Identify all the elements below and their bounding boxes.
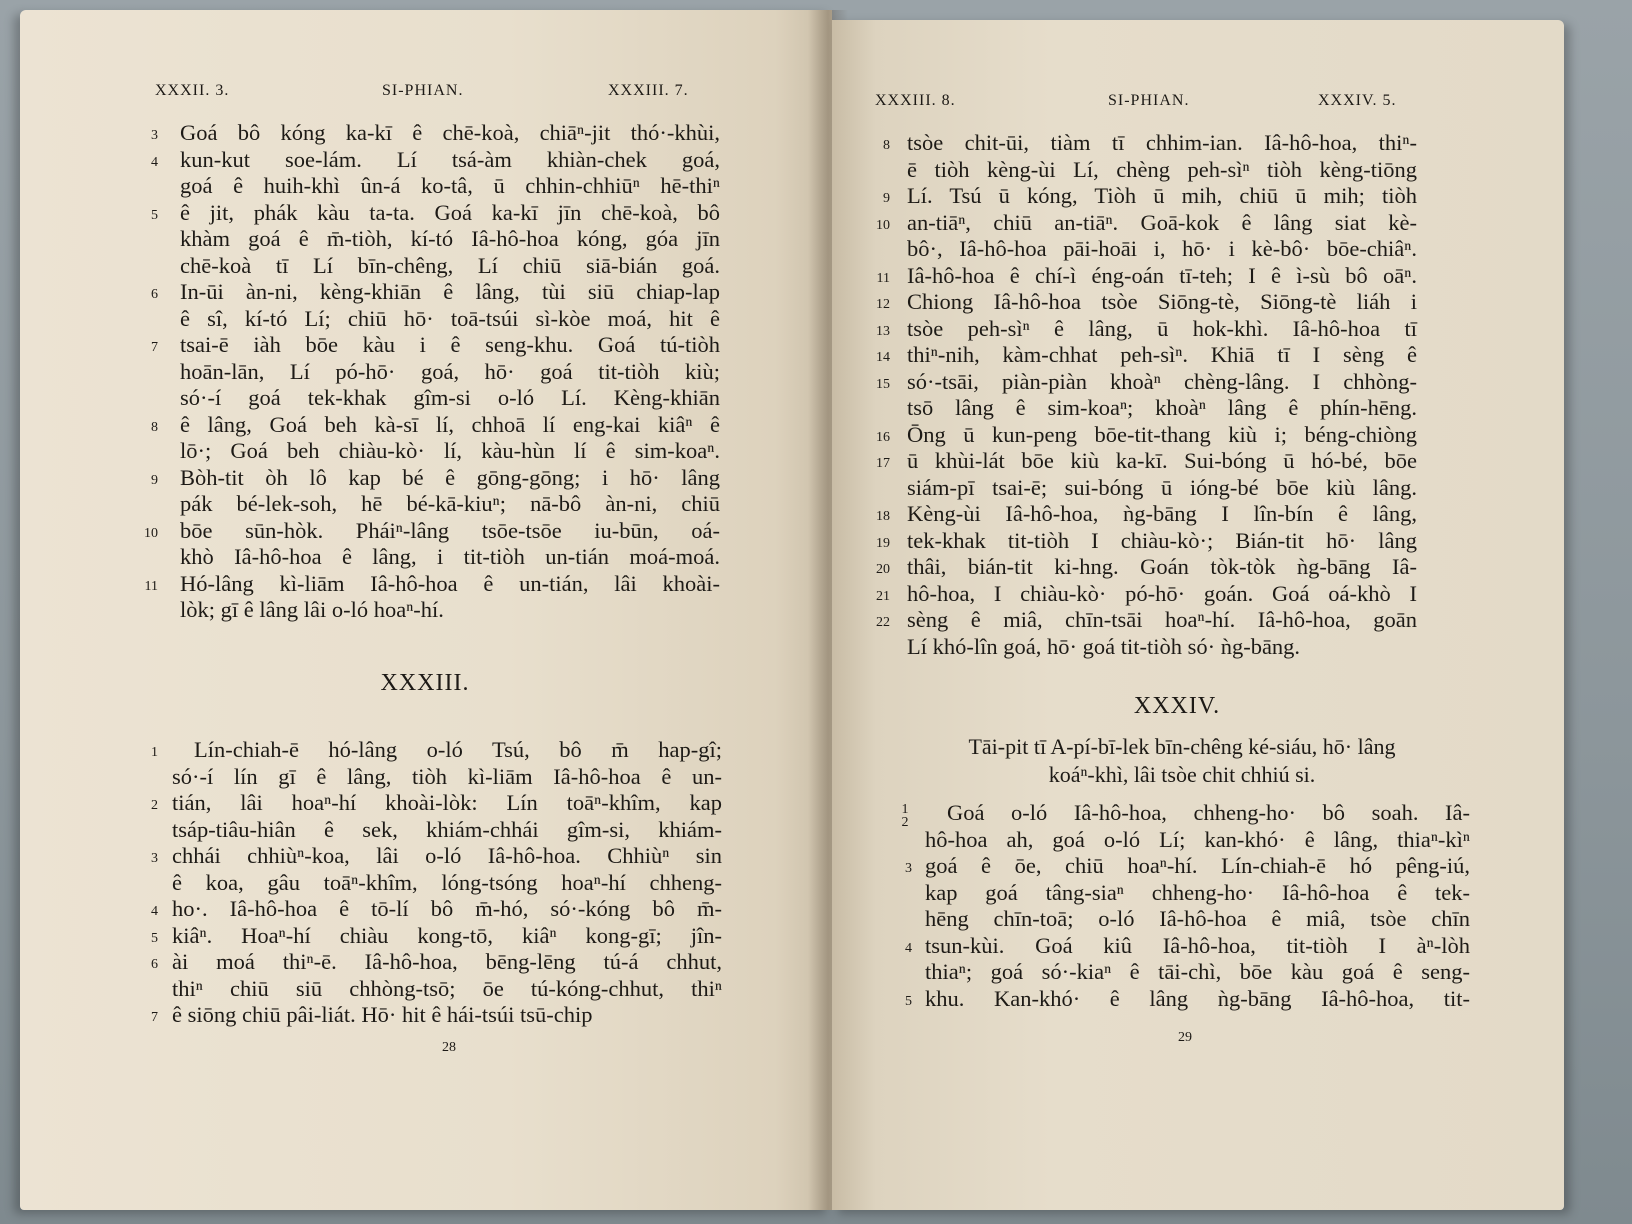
verse-line-text: tsai-ē iàh bōe kàu i ê seng-khu. Goá tú-tiòh [180,332,720,357]
verse-line [832,342,1564,369]
page-number: 29 [1178,1030,1192,1045]
verse-line-text: tsòe chit-ūi, tiàm tī chhim-ian. Iâ-hô-hoa, thiⁿ- [907,130,1417,155]
verse-line [832,933,1564,960]
verse-line-text: goá ê ōe, chiū hoaⁿ-hí. Lín-chiah-ē hó pêng-iú, [925,853,1470,878]
verse-line-text: tek-khak tit-tiòh I chiàu-kò·; Bián-tit hō· lâng [907,527,1417,553]
verse-line-text: Ōng ū kun-peng bōe-tit-thang kiù i; béng-chiòng [907,421,1417,447]
verse-line-text: ài moá thiⁿ-ē. Iâ-hô-hoa, bēng-lēng tú-á chhut, [172,949,722,974]
verse-line-text: kun-kut soe-lám. Lí tsá-àm khiàn-chek goá, [180,146,720,172]
verse-line-text: tsun-kùi. Goá kiû Iâ-hô-hoa, tit-tiòh I àⁿ-lòh [925,932,1470,958]
verse-line [20,385,832,412]
verse-line-text: chē-koà tī Lí bīn-chêng, Lí chiū siā-bián goá. [180,252,720,278]
verse-line [20,226,832,253]
left-text-block-bottom [20,737,832,1029]
verse-number: 4 [151,154,158,170]
verse-line-text: só·-í lín gī ê lâng, tiòh kì-liām Iâ-hô-hoa ê un- [172,763,722,789]
verse-line [832,959,1564,986]
chapter-heading: XXXIII. [380,670,470,696]
verse-line [20,597,832,624]
verse-line [832,827,1564,854]
verse-number: 8 [883,138,890,153]
verse-line [832,906,1564,933]
verse-line-text: tián, lâi hoaⁿ-hí khoài-lòk: Lín toāⁿ-khîm, kap [172,790,722,815]
verse-number: 9 [151,472,158,488]
verse-line-text: hoān-lān, Lí pó-hō· goá, hō· goá tit-tiòh kiù; [180,358,720,384]
verse-line-text: Iâ-hô-hoa ê chí-ì éng-oán tī-teh; I ê ì-sù bô oāⁿ. [907,262,1417,288]
verse-line [832,501,1564,528]
verse-number: 20 [876,562,890,577]
verse-line-text: bô·, Iâ-hô-hoa pāi-hoāi i, hō· i kè-bô· bōe-chiâⁿ. [907,236,1417,261]
verse-line [832,800,1564,830]
verse-number: 7 [151,1010,158,1025]
verse-line-text: pák bé-lek-soh, hē bé-kā-kiuⁿ; nā-bô àn-ni, chiū [180,491,720,516]
verse-line [20,306,832,333]
verse-line-text: tsòe peh-sìⁿ ê lâng, ū hok-khì. Iâ-hô-hoa tī [907,315,1417,341]
verse-line-text: ê siōng chiū pâi-liát. Hō· hit ê hái-tsúi tsū-chip [172,1002,593,1027]
running-head-title: SI-PHIAN. [1108,92,1190,109]
verse-number: 18 [876,509,890,524]
verse-number: 6 [151,957,158,972]
verse-line [20,332,832,359]
verse-line-text: chhái chhiùⁿ-koa, lâi o-ló Iâ-hô-hoa. Chhiùⁿ sin [172,843,722,868]
verse-line-text: kiâⁿ. Hoaⁿ-hí chiàu kong-tō, kiâⁿ kong-gī; jîn- [172,922,722,948]
verse-line-text: khàm goá ê m̄-tiòh, kí-tó Iâ-hô-hoa kóng, góa jīn [180,226,720,251]
verse-line [832,395,1564,422]
verse-line-text: Chiong Iâ-hô-hoa tsòe Siōng-tè, Siōng-tè liáh i [907,289,1417,314]
verse-line-text: Hó-lâng kì-liām Iâ-hô-hoa ê un-tián, lâi khoài- [180,570,720,596]
verse-line [832,581,1564,608]
verse-number: 10 [144,525,158,541]
verse-line-text: siám-pī tsai-ē; sui-bóng ū ióng-bé bōe kiù lâng. [907,474,1417,500]
verse-line-text: Kèng-ùi Iâ-hô-hoa, ǹg-bāng I lîn-bín ê lâng, [907,501,1417,526]
verse-line-text: ê lâng, Goá beh kà-sī lí, chhoā lí eng-kai kiâⁿ ê [180,411,720,437]
verse-number: 3 [905,861,912,876]
verse-line-text: ho·. Iâ-hô-hoa ê tō-lí bô m̄-hó, só·-kóng bô m̄- [172,896,722,921]
left-page [20,10,832,1210]
verse-number: 10 [876,217,890,233]
verse-line [20,253,832,280]
right-page [832,20,1564,1210]
verse-number: 7 [151,340,158,355]
left-page-header [20,82,832,106]
verse-number: 15 [876,376,890,392]
verse-line-text: khò Iâ-hô-hoa ê lâng, i tit-tiòh un-tián moá-moá. [180,544,720,569]
verse-line-text: hēng chīn-toā; o-ló Iâ-hô-hoa ê miâ, tsòe chīn [925,906,1470,931]
verse-line [20,817,832,844]
right-text-block-bottom [832,800,1564,1012]
verse-line [832,422,1564,449]
verse-line-text: ê sî, kí-tó Lí; chiū hō· toā-tsúi sì-kòe moá, hit ê [180,305,720,331]
verse-number: 1 [151,745,158,760]
verse-line-text: hô-hoa, I chiàu-kò· pó-hō· goán. Goá oá-khò I [907,580,1417,606]
running-head-left: XXXIII. 8. [875,92,956,109]
verse-line [20,737,832,764]
verse-number: 5 [151,930,158,946]
verse-line-text: Lí khó-lîn goá, hō· goá tit-tiòh só· ǹg-bāng. [907,633,1301,659]
verse-line-text: khu. Kan-khó· ê lâng ǹg-bāng Iâ-hô-hoa, tit- [925,985,1470,1011]
verse-line [20,896,832,923]
verse-line [20,976,832,1003]
verse-number: 2 [151,798,158,813]
verse-line-text: thâi, bián-tit ki-hng. Goán tòk-tòk ǹg-bāng Iâ- [907,554,1417,579]
verse-line [20,544,832,571]
verse-number: 13 [876,323,890,339]
verse-line-text: Lí. Tsú ū kóng, Tiòh ū mih, chiū ū mih; tiòh [907,183,1417,208]
verse-line [832,236,1564,263]
verse-line [20,465,832,492]
superscription-line: koáⁿ-khì, lâi tsòe chit chhiú si. [1048,762,1316,787]
verse-line-text: lòk; gī ê lâng lâi o-ló hoaⁿ-hí. [180,597,444,622]
verse-line [20,571,832,598]
verse-number: 3 [151,851,158,866]
verse-line-text: Goá bô kóng ka-kī ê chē-koà, chiāⁿ-jit thó·-khùi, [180,120,720,145]
verse-number: 14 [876,350,890,365]
running-head-right: XXXIV. 5. [1318,92,1397,109]
verse-line [832,183,1564,210]
chapter-heading: XXXIV. [1133,693,1221,719]
verse-line [20,438,832,465]
verse-line [832,986,1564,1013]
verse-line-text: In-ūi àn-ni, kèng-khiān ê lâng, tùi siū chiap-lap [180,279,720,304]
verse-line [832,554,1564,581]
verse-number: 16 [876,429,890,445]
verse-line [20,790,832,817]
verse-line-text: sèng ê miâ, chīn-tsāi hoaⁿ-hí. Iâ-hô-hoa, goān [907,607,1417,632]
verse-number: 12 [876,297,890,312]
verse-line-text: Lín-chiah-ē hó-lâng o-ló Tsú, bô m̄ hap-gî; [194,737,722,762]
verse-line [20,843,832,870]
verse-number: 4 [151,904,158,919]
verse-line [832,634,1564,661]
page-number: 28 [442,1040,456,1055]
verse-line-text: ê jit, phák kàu ta-ta. Goá ka-kī jīn chē-koà, bô [180,199,720,225]
verse-line [832,448,1564,475]
verse-line [832,607,1564,634]
fraction-bottom: 2 [901,815,909,830]
verse-line [832,263,1564,290]
verse-line-text: tsō lâng ê sim-koaⁿ; khoàⁿ lâng ê phín-hēng. [907,395,1417,420]
left-text-block-top [20,120,832,624]
right-text-block-top [832,130,1564,660]
verse-line-text: tsáp-tiâu-hiân ê sek, khiám-chhái gîm-si, khiám- [172,816,722,842]
verse-line-text: ē tiòh kèng-ùi Lí, chèng peh-sìⁿ tiòh kèng-tiōng [907,156,1417,182]
verse-line [20,491,832,518]
verse-line-text: thiⁿ-nih, kàm-chhat peh-sìⁿ. Khiā tī I sèng ê [907,342,1417,367]
verse-number: 9 [883,191,890,206]
verse-line [832,475,1564,502]
verse-line [20,764,832,791]
psalm-superscription [892,733,1472,789]
verse-number: 4 [905,940,912,956]
fraction-top: 1 [901,802,909,817]
verse-line [20,120,832,147]
verse-line-text: goá ê huih-khì ûn-á ko-tâ, ū chhin-chhiūⁿ hē-thiⁿ [180,173,720,198]
verse-line [20,870,832,897]
verse-line [832,880,1564,907]
verse-line-text: só·-tsāi, piàn-piàn khoàⁿ chèng-lâng. I chhòng- [907,368,1417,394]
verse-number: 22 [876,615,890,630]
verse-line [832,528,1564,555]
verse-line [832,853,1564,880]
verse-line [20,1002,832,1029]
verse-line-text: lō·; Goá beh chiàu-kò· lí, kàu-hùn lí ê sim-koaⁿ. [180,438,720,463]
verse-number: 11 [876,270,890,286]
verse-number: 21 [876,588,890,604]
verse-line [20,173,832,200]
verse-line-text: bōe sūn-hòk. Pháiⁿ-lâng tsōe-tsōe iu-būn, oá- [180,517,720,543]
verse-line [20,518,832,545]
verse-line-text: Goá o-ló Iâ-hô-hoa, chheng-ho· bô soah. Iâ- [947,800,1470,825]
verse-line-text: só·-í goá tek-khak gîm-si o-ló Lí. Kèng-khiān [180,385,720,410]
verse-number: 17 [876,456,890,471]
verse-line-text: thiaⁿ; goá só·-kiaⁿ ê tāi-chì, bōe kàu goá ê seng- [925,959,1470,984]
verse-line [20,412,832,439]
verse-number: 5 [151,207,158,223]
verse-line [20,359,832,386]
verse-number: 3 [151,128,158,143]
verse-line [832,157,1564,184]
verse-line-text: an-tiāⁿ, chiū an-tiāⁿ. Goā-kok ê lâng siat kè- [907,209,1417,235]
verse-number: 6 [151,287,158,302]
verse-line [20,200,832,227]
running-head-left: XXXII. 3. [155,82,230,99]
superscription-line: Tāi-pit tī A-pí-bī-lek bīn-chêng ké-siáu, hō· lâng [968,734,1396,759]
right-page-header [832,92,1564,116]
verse-line [832,289,1564,316]
verse-number: 8 [151,419,158,435]
running-head-right: XXXIII. 7. [608,82,689,99]
verse-line-text: ū khùi-lát bōe kiù ka-kī. Sui-bóng ū hó-bé, bōe [907,448,1417,473]
verse-line [20,949,832,976]
verse-line-text: Bòh-tit òh lô kap bé ê gōng-gōng; i hō· lâng [180,464,720,490]
verse-line-text: hô-hoa ah, goá o-ló Lí; kan-khó· ê lâng, thiaⁿ-kìⁿ [925,826,1470,852]
verse-line [832,369,1564,396]
verse-line [832,210,1564,237]
verse-line [20,147,832,174]
verse-line [20,923,832,950]
running-head-title: SI-PHIAN. [382,82,464,99]
verse-line [20,279,832,306]
verse-line-text: thiⁿ chiū siū chhòng-tsō; ōe tú-kóng-chhut, thiⁿ [172,975,722,1001]
verse-line-text: ê koa, gâu toāⁿ-khîm, lóng-tsóng hoaⁿ-hí chheng- [172,869,722,895]
verse-number: 5 [905,993,912,1009]
verse-number: 11 [144,578,158,594]
verse-line [832,130,1564,157]
verse-number: 19 [876,535,890,551]
verse-line [832,316,1564,343]
verse-line-text: kap goá tâng-siaⁿ chheng-ho· Iâ-hô-hoa ê tek- [925,879,1470,905]
